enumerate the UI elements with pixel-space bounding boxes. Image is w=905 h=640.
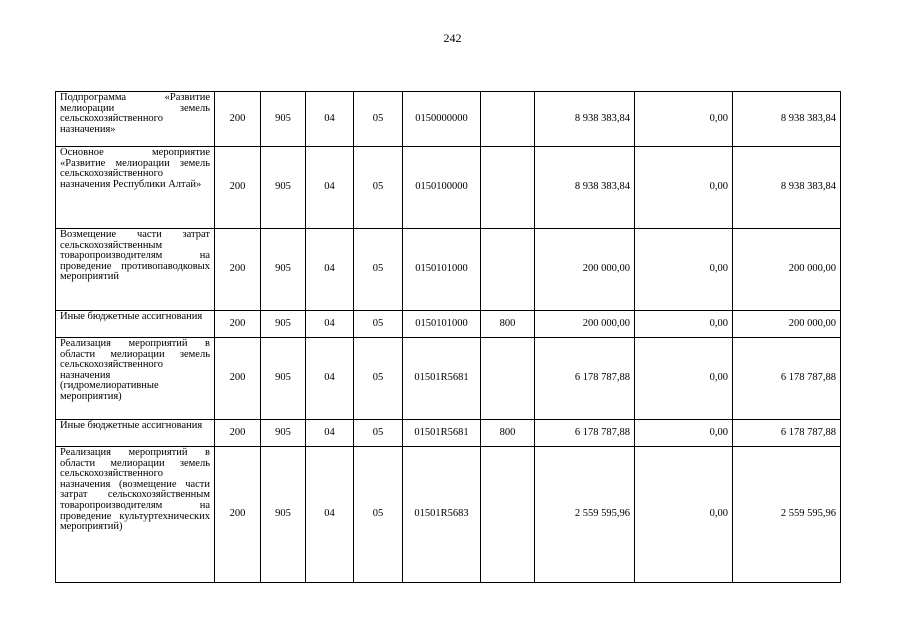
row-target-article: 0150101000 (403, 311, 481, 338)
budget-table (55, 91, 841, 583)
row-name: Основное мероприятие «Развитие мелиорации земель сельскохозяйственного назначения Республики Алтай» (56, 147, 215, 229)
row-total: 6 178 787,88 (733, 338, 841, 420)
row-admin-code: 200 (215, 147, 261, 229)
table-row (56, 338, 841, 420)
table-row (56, 447, 841, 583)
row-change: 0,00 (635, 420, 733, 447)
row-subsection: 05 (354, 92, 403, 147)
row-amount: 200 000,00 (535, 229, 635, 311)
row-expense-type (481, 147, 535, 229)
table-row (56, 420, 841, 447)
row-change: 0,00 (635, 92, 733, 147)
row-target-article: 0150000000 (403, 92, 481, 147)
row-name: Возмещение части затрат сельскохозяйственным товаропроизводителям на проведение противопаводковых мероприятий (56, 229, 215, 311)
row-total: 8 938 383,84 (733, 92, 841, 147)
row-subsection: 05 (354, 311, 403, 338)
row-change: 0,00 (635, 338, 733, 420)
row-target-article: 01501R5681 (403, 338, 481, 420)
table-row (56, 147, 841, 229)
row-ministry-code: 905 (261, 92, 306, 147)
row-admin-code: 200 (215, 311, 261, 338)
row-target-article: 0150101000 (403, 229, 481, 311)
row-expense-type (481, 447, 535, 583)
row-amount: 200 000,00 (535, 311, 635, 338)
page-number: 242 (443, 31, 462, 45)
row-expense-type: 800 (481, 420, 535, 447)
row-amount: 6 178 787,88 (535, 420, 635, 447)
row-expense-type (481, 92, 535, 147)
row-section: 04 (306, 420, 354, 447)
row-admin-code: 200 (215, 92, 261, 147)
row-subsection: 05 (354, 147, 403, 229)
row-subsection: 05 (354, 420, 403, 447)
table-row (56, 92, 841, 147)
row-amount: 2 559 595,96 (535, 447, 635, 583)
row-section: 04 (306, 338, 354, 420)
row-subsection: 05 (354, 447, 403, 583)
row-subsection: 05 (354, 229, 403, 311)
row-section: 04 (306, 447, 354, 583)
row-subsection: 05 (354, 338, 403, 420)
row-name: Подпрограмма «Развитие мелиорации земель сельскохозяйственного назначения» (56, 92, 215, 147)
row-admin-code: 200 (215, 447, 261, 583)
budget-table-body (56, 92, 841, 583)
row-section: 04 (306, 92, 354, 147)
row-ministry-code: 905 (261, 447, 306, 583)
row-change: 0,00 (635, 147, 733, 229)
row-admin-code: 200 (215, 338, 261, 420)
row-admin-code: 200 (215, 229, 261, 311)
row-ministry-code: 905 (261, 420, 306, 447)
row-amount: 8 938 383,84 (535, 147, 635, 229)
row-section: 04 (306, 147, 354, 229)
row-change: 0,00 (635, 229, 733, 311)
row-total: 8 938 383,84 (733, 147, 841, 229)
row-amount: 8 938 383,84 (535, 92, 635, 147)
row-total: 200 000,00 (733, 311, 841, 338)
row-name: Реализация мероприятий в области мелиорации земель сельскохозяйственного назначения (возмещение части затрат сельскохозяйственным товаропроизводителям на проведение культуртехнических мероприятий) (56, 447, 215, 583)
row-expense-type (481, 229, 535, 311)
row-expense-type: 800 (481, 311, 535, 338)
row-change: 0,00 (635, 447, 733, 583)
row-ministry-code: 905 (261, 311, 306, 338)
row-name: Иные бюджетные ассигнования (56, 311, 215, 338)
row-ministry-code: 905 (261, 147, 306, 229)
row-total: 2 559 595,96 (733, 447, 841, 583)
row-target-article: 01501R5683 (403, 447, 481, 583)
row-ministry-code: 905 (261, 229, 306, 311)
row-admin-code: 200 (215, 420, 261, 447)
table-row (56, 311, 841, 338)
row-target-article: 01501R5681 (403, 420, 481, 447)
row-change: 0,00 (635, 311, 733, 338)
row-total: 6 178 787,88 (733, 420, 841, 447)
table-row (56, 229, 841, 311)
row-name: Иные бюджетные ассигнования (56, 420, 215, 447)
row-section: 04 (306, 229, 354, 311)
row-total: 200 000,00 (733, 229, 841, 311)
row-section: 04 (306, 311, 354, 338)
row-amount: 6 178 787,88 (535, 338, 635, 420)
row-expense-type (481, 338, 535, 420)
row-target-article: 0150100000 (403, 147, 481, 229)
row-name: Реализация мероприятий в области мелиорации земель сельскохозяйственного назначения (гидромелиоративные мероприятия) (56, 338, 215, 420)
row-ministry-code: 905 (261, 338, 306, 420)
